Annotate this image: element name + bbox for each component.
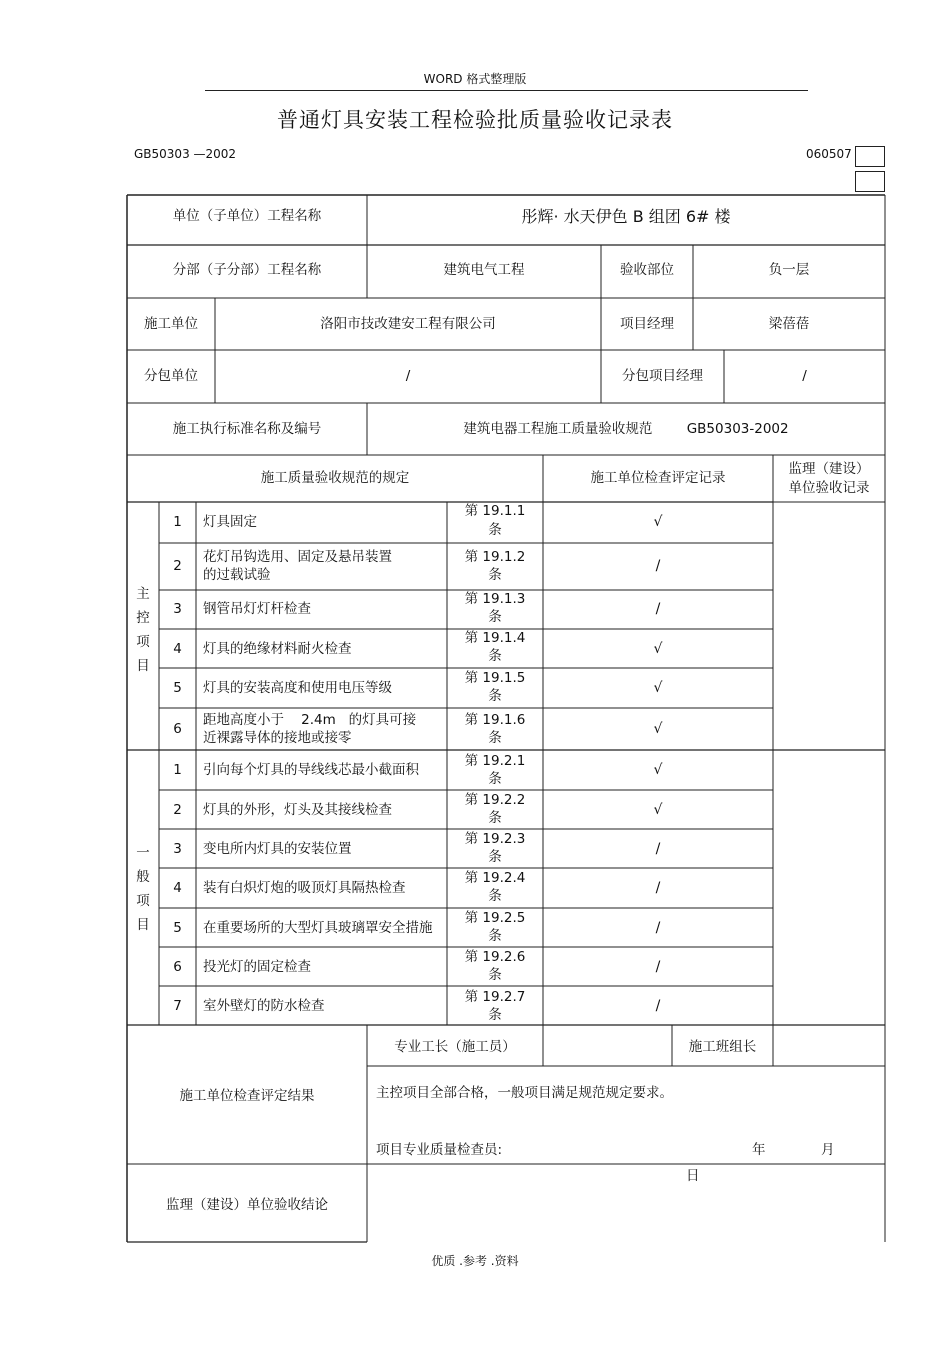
item-no: 2 xyxy=(173,802,182,818)
item-no: 4 xyxy=(173,641,182,657)
item-clause: 第 19.2.2 xyxy=(464,792,526,808)
item-clause-suffix: 条 xyxy=(488,888,502,904)
quality-inspector-label: 项目专业质量检查员: xyxy=(376,1142,503,1158)
item-desc: 变电所内灯具的安装位置 xyxy=(203,841,352,857)
subcontractor-label: 分包单位 xyxy=(144,368,198,384)
page-footer: 优质 .参考 .资料 xyxy=(431,1254,519,1268)
item-no: 2 xyxy=(173,558,182,574)
item-clause-suffix: 条 xyxy=(488,688,502,704)
item-desc: 灯具的安装高度和使用电压等级 xyxy=(203,680,392,696)
main-group-label xyxy=(127,582,159,678)
contractor-value: 洛阳市技改建安工程有限公司 xyxy=(320,316,496,332)
contractor-result-label: 施工单位检查评定结果 xyxy=(179,1088,315,1104)
item-desc: 灯具固定 xyxy=(203,514,257,530)
item-clause: 第 19.2.3 xyxy=(464,831,526,847)
contractor-record-column-header: 施工单位检查评定记录 xyxy=(590,470,726,486)
acceptance-part-value: 负一层 xyxy=(768,262,810,278)
sub-project-label: 分部（子分部）工程名称 xyxy=(172,262,322,278)
team-leader-label: 施工班组长 xyxy=(688,1039,757,1055)
item-no: 3 xyxy=(173,601,182,617)
contractor-result-text: 主控项目全部合格，一般项目满足规范规定要求。 xyxy=(376,1085,673,1101)
item-clause-suffix: 条 xyxy=(488,522,502,538)
item-clause: 第 19.2.6 xyxy=(464,949,526,965)
sub-project-value: 建筑电气工程 xyxy=(443,262,525,278)
item-desc: 距地高度小于 2.4m 的灯具可接 xyxy=(203,712,417,728)
date-day: 日 xyxy=(686,1168,700,1184)
item-no: 7 xyxy=(173,998,182,1014)
general-group-label-char: 目 xyxy=(136,917,150,933)
general-group-label-char: 般 xyxy=(136,869,150,885)
form-code: 060507 xyxy=(806,147,852,161)
page-header: WORD 格式整理版 xyxy=(423,72,527,86)
item-no: 3 xyxy=(173,841,182,857)
item-desc: 在重要场所的大型灯具玻璃罩安全措施 xyxy=(203,920,433,936)
item-clause: 第 19.1.2 xyxy=(464,549,526,565)
item-desc-line2: 的过载试验 xyxy=(203,567,271,583)
exec-standard-label: 施工执行标准名称及编号 xyxy=(172,421,322,437)
foreman-label: 专业工长（施工员） xyxy=(394,1039,516,1055)
subcontractor-value: / xyxy=(405,368,411,384)
item-desc: 引向每个灯具的导线线芯最小截面积 xyxy=(203,762,419,778)
item-desc: 灯具的外形，灯头及其接线检查 xyxy=(203,802,392,818)
project-name-value: 彤辉· 水天伊色 B 组团 6# 楼 xyxy=(521,207,731,226)
item-result: / xyxy=(655,558,661,574)
item-clause: 第 19.1.4 xyxy=(464,630,526,646)
item-clause: 第 19.1.3 xyxy=(464,591,526,607)
item-desc: 钢管吊灯灯杆检查 xyxy=(203,601,311,617)
item-no: 1 xyxy=(173,514,182,530)
item-result: √ xyxy=(653,680,663,696)
item-desc: 灯具的绝缘材料耐火检查 xyxy=(203,641,352,657)
item-clause: 第 19.2.5 xyxy=(464,910,526,926)
item-result: / xyxy=(655,841,661,857)
item-clause-suffix: 条 xyxy=(488,771,502,787)
supervisor-column-header-line1: 监理（建设） xyxy=(788,461,870,477)
item-no: 5 xyxy=(173,920,182,936)
exec-standard-value: 建筑电器工程施工质量验收规范 GB50303-2002 xyxy=(463,421,789,437)
item-desc: 投光灯的固定检查 xyxy=(203,959,311,975)
item-clause-suffix: 条 xyxy=(488,609,502,625)
item-result: √ xyxy=(653,762,663,778)
project-name-label: 单位（子单位）工程名称 xyxy=(172,208,322,224)
item-clause: 第 19.2.1 xyxy=(464,753,526,769)
general-group-label-char: 项 xyxy=(136,893,150,909)
item-no: 6 xyxy=(173,721,182,737)
main-group-label-char: 主 xyxy=(136,586,150,602)
item-clause: 第 19.1.1 xyxy=(464,503,526,519)
supervisor-conclusion-label: 监理（建设）单位验收结论 xyxy=(166,1197,328,1213)
item-result: / xyxy=(655,920,661,936)
item-result: √ xyxy=(653,802,663,818)
item-no: 4 xyxy=(173,880,182,896)
item-desc: 装有白炽灯炮的吸顶灯具隔热检查 xyxy=(203,880,406,896)
page-title: 普通灯具安装工程检验批质量验收记录表 xyxy=(277,108,673,132)
item-desc: 室外壁灯的防水检查 xyxy=(203,998,325,1014)
sub-project-manager-label: 分包项目经理 xyxy=(622,368,703,384)
item-result: / xyxy=(655,998,661,1014)
item-clause-suffix: 条 xyxy=(488,567,502,583)
main-group-label-char: 控 xyxy=(136,610,150,626)
item-clause-suffix: 条 xyxy=(488,928,502,944)
item-clause: 第 19.1.5 xyxy=(464,670,526,686)
date-month: 月 xyxy=(821,1142,835,1158)
spec-column-header: 施工质量验收规范的规定 xyxy=(260,470,410,486)
item-clause-suffix: 条 xyxy=(488,1007,502,1023)
item-result: / xyxy=(655,601,661,617)
item-no: 1 xyxy=(173,762,182,778)
item-clause-suffix: 条 xyxy=(488,648,502,664)
item-result: / xyxy=(655,880,661,896)
item-result: √ xyxy=(653,641,663,657)
general-group-label xyxy=(127,841,159,937)
item-no: 6 xyxy=(173,959,182,975)
item-clause: 第 19.1.6 xyxy=(464,712,526,728)
item-no: 5 xyxy=(173,680,182,696)
sub-project-manager-value: / xyxy=(802,368,807,384)
item-desc: 花灯吊钩选用、固定及悬吊装置 xyxy=(203,549,392,565)
item-clause-suffix: 条 xyxy=(488,849,502,865)
item-result: / xyxy=(655,959,661,975)
project-manager-value: 梁蓓蓓 xyxy=(768,316,810,332)
date-year: 年 xyxy=(752,1142,766,1158)
item-clause-suffix: 条 xyxy=(488,967,502,983)
acceptance-part-label: 验收部位 xyxy=(620,262,674,278)
main-group-label-char: 目 xyxy=(136,658,150,674)
item-clause-suffix: 条 xyxy=(488,730,502,746)
standard-code: GB50303 —2002 xyxy=(134,147,237,161)
item-clause-suffix: 条 xyxy=(488,810,502,826)
main-group-label-char: 项 xyxy=(136,634,150,650)
item-desc-line2: 近裸露导体的接地或接零 xyxy=(203,730,352,746)
supervisor-column-header-line2: 单位验收记录 xyxy=(788,480,870,496)
contractor-label: 施工单位 xyxy=(144,316,198,332)
item-result: √ xyxy=(653,514,663,530)
item-result: √ xyxy=(653,721,663,737)
general-group-label-char: 一 xyxy=(136,845,150,861)
item-clause: 第 19.2.7 xyxy=(464,989,526,1005)
item-clause: 第 19.2.4 xyxy=(464,870,526,886)
project-manager-label: 项目经理 xyxy=(620,316,674,332)
